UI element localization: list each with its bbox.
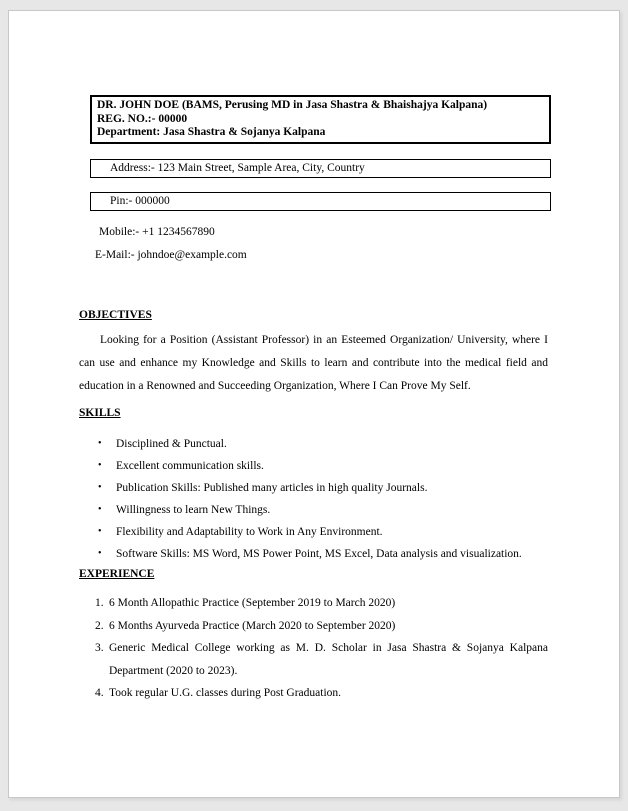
skills-list <box>79 433 548 565</box>
document-page <box>8 10 620 798</box>
skill-item <box>79 477 548 499</box>
skill-item <box>79 433 548 455</box>
skill-item-text: Disciplined & Punctual. <box>116 438 227 451</box>
experience-item <box>79 682 548 705</box>
experience-item <box>79 637 548 682</box>
experience-item-text: Took regular U.G. classes during Post Graduation. <box>109 687 342 700</box>
skill-item <box>79 543 548 565</box>
skill-item-text: Publication Skills: Published many articles in high quality Journals. <box>116 482 428 495</box>
skill-item-text: Willingness to learn New Things. <box>116 504 271 517</box>
skill-item-text: Flexibility and Adaptability to Work in Any Environment. <box>116 526 383 539</box>
skills-heading: SKILLS <box>79 407 121 420</box>
email-line <box>95 248 548 263</box>
document-content <box>9 11 619 705</box>
experience-item <box>79 592 548 615</box>
skill-item-text: Software Skills: MS Word, MS Power Point, MS Excel, Data analysis and visualization. <box>116 548 522 561</box>
experience-item <box>79 615 548 638</box>
header-name-line: DR. JOHN DOE (BAMS, Perusing MD in Jasa Shastra & Bhaishajya Kalpana) <box>97 99 488 111</box>
skill-item-text: Excellent communication skills. <box>116 460 264 473</box>
mobile-line <box>99 225 548 240</box>
header-reg-no: REG. NO.:- 00000 <box>97 112 188 125</box>
pin-text: Pin:- 000000 <box>110 195 170 208</box>
header-department: Department: Jasa Shastra & Sojanya Kalpana <box>97 126 326 139</box>
mobile-text: Mobile:- +1 1234567890 <box>99 226 215 239</box>
skill-item <box>79 499 548 521</box>
experience-list <box>79 592 548 705</box>
objectives-heading: OBJECTIVES <box>79 309 152 322</box>
skill-item <box>79 521 548 543</box>
experience-item-text: Generic Medical College working as M. D. Scholar in Jasa Shastra & Sojanya Kalpana Department (2020 to 2023). <box>109 642 548 677</box>
objectives-paragraph: Looking for a Position (Assistant Professor) in an Esteemed Organization/ University, where I can use and enhance my Knowledge and Skills to learn and contribute into the medical field and education in a Renowned and Succeeding Organization, Where I Can Prove My Self. <box>79 334 548 393</box>
address-box <box>90 159 551 178</box>
experience-item-text: 6 Month Allopathic Practice (September 2019 to March 2020) <box>109 597 396 610</box>
email-text: E-Mail:- johndoe@example.com <box>95 249 247 262</box>
experience-item-text: 6 Months Ayurveda Practice (March 2020 to September 2020) <box>109 619 396 632</box>
address-text: Address:- 123 Main Street, Sample Area, City, Country <box>110 162 365 175</box>
experience-heading: EXPERIENCE <box>79 568 155 581</box>
pin-box <box>90 192 551 211</box>
header-box <box>90 95 551 144</box>
skill-item <box>79 455 548 477</box>
